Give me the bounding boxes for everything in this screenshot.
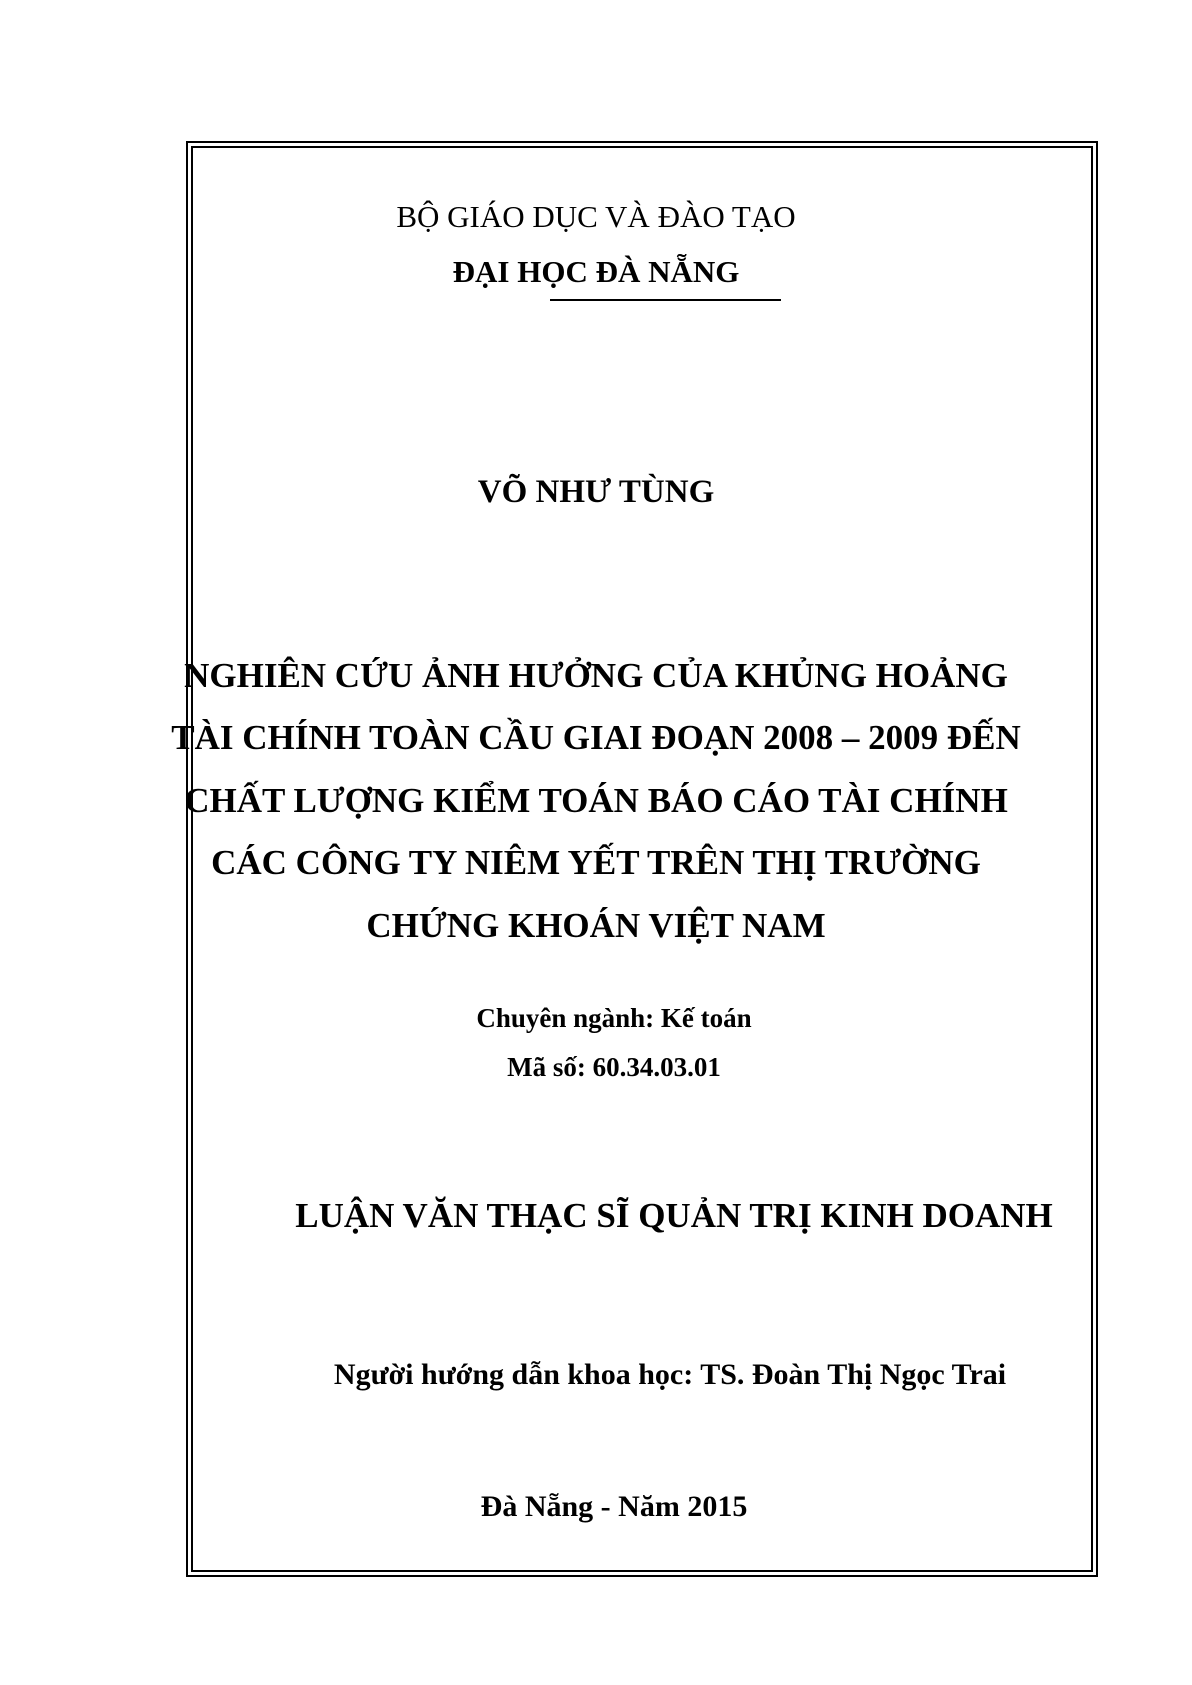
- place-and-year: Đà Nẵng - Năm 2015: [480, 1490, 748, 1523]
- thesis-title-line-5: CHỨNG KHOÁN VIỆT NAM: [366, 906, 826, 945]
- thesis-title-line-3: CHẤT LƯỢNG KIỂM TOÁN BÁO CÁO TÀI CHÍNH: [184, 781, 1008, 820]
- ministry-heading: BỘ GIÁO DỤC VÀ ĐÀO TẠO: [396, 199, 796, 234]
- major-label: Chuyên ngành: Kế toán: [476, 1003, 752, 1033]
- major-code: Mã số: 60.34.03.01: [507, 1052, 721, 1082]
- thesis-title-line-2: TÀI CHÍNH TOÀN CẦU GIAI ĐOẠN 2008 – 2009 ĐẾN: [171, 718, 1021, 757]
- thesis-title-line-4: CÁC CÔNG TY NIÊM YẾT TRÊN THỊ TRƯỜNG: [211, 843, 981, 882]
- degree-type: LUẬN VĂN THẠC SĨ QUẢN TRỊ KINH DOANH: [295, 1196, 1053, 1235]
- university-heading: ĐẠI HỌC ĐÀ NẴNG: [452, 254, 740, 289]
- thesis-title-line-1: NGHIÊN CỨU ẢNH HƯỞNG CỦA KHỦNG HOẢNG: [184, 656, 1008, 695]
- author-name: VÕ NHƯ TÙNG: [477, 474, 715, 510]
- university-underline: [550, 299, 781, 301]
- advisor-line: Người hướng dẫn khoa học: TS. Đoàn Thị Ngọc Trai: [333, 1358, 1007, 1391]
